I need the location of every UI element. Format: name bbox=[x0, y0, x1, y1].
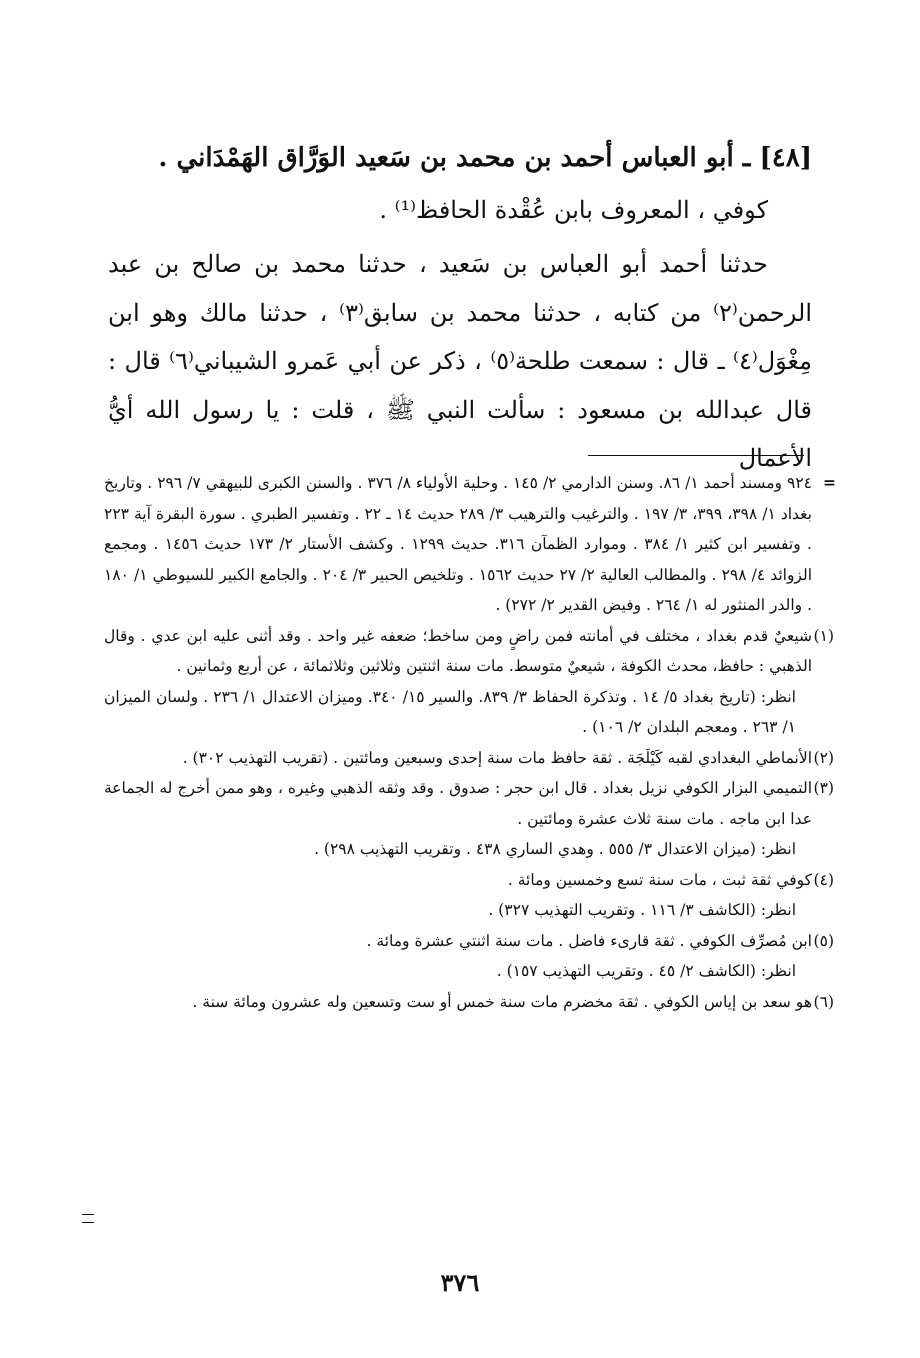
page-continues-marker bbox=[82, 1214, 94, 1223]
footnote-continued bbox=[104, 468, 836, 621]
footnote-reference: انظر: (الكاشف ٣/ ١١٦ . وتقريب التهذيب ٣٢٧) . bbox=[488, 901, 796, 919]
entry-subheading: كوفي ، المعروف بابن عُقْدة الحافظ⁽¹⁾ . bbox=[379, 196, 768, 224]
footnote-3 bbox=[104, 773, 834, 834]
hadith-paragraph: حدثنا أحمد أبو العباس بن سَعيد ، حدثنا محمد بن صالح بن عبد الرحمن⁽٢⁾ من كتابه ، حدثنا محمد بن سابق⁽٣⁾ ، حدثنا مالك وهو ابن مِغْوَل⁽٤⁾ ـ قال : سمعت طلحة⁽٥⁾ ، ذكر عن أبي عَمرو الشيباني⁽٦⁾ قال : قال عبدالله بن مسعود : سألت النبي ﷺ ، قلت : يا رسول الله أيُّ الأعمال bbox=[108, 250, 812, 472]
footnote-divider bbox=[588, 455, 804, 456]
main-text bbox=[108, 240, 812, 483]
page-number: ٣٧٦ bbox=[440, 1268, 480, 1297]
footnote-text: هو سعد بن إياس الكوفي . ثقة مخضرم مات سنة خمس أو ست وتسعين وله عشرون ومائة سنة . bbox=[192, 992, 812, 1011]
footnote-number: (٥) bbox=[813, 931, 834, 950]
footnote-text: شيعيٌ قدم بغداد ، مختلف في أمانته فمن راضٍ ومن ساخط؛ ضعفه غير واحد . وقد أثنى عليه ابن عدي . وقال الذهبي : حافظ، محدث الكوفة ، شيعيٌ متوسط. مات سنة اثنتين وثلاثين وثلاثمائة ، عن أربع وثمانين . bbox=[104, 626, 812, 675]
entry-heading: [٤٨] ـ أبو العباس أحمد بن محمد بن سَعيد الوَرَّاق الهَمْدَاني . bbox=[158, 143, 812, 173]
footnote-4 bbox=[104, 865, 834, 896]
footnote-number: (٤) bbox=[813, 870, 834, 889]
footnote-reference: انظر: (تاريخ بغداد ٥/ ١٤ . وتذكرة الحفاظ ٣/ ٨٣٩. والسير ١٥/ ٣٤٠. وميزان الاعتدال ١/ ٢٣٦ . ولسان الميزان ١/ ٢٦٣ . ومعجم البلدان ٢/ ١٠٦) . bbox=[104, 687, 796, 736]
footnote-6 bbox=[104, 987, 834, 1018]
footnote-2 bbox=[104, 743, 834, 774]
footnote-text: ٩٢٤ ومسند أحمد ١/ ٨٦. وسنن الدارمي ٢/ ١٤٥ . وحلية الأولياء ٨/ ٣٧٦ . والسنن الكبرى للبيهقي ٧/ ٢٩٦ . وتاريخ بغداد ١/ ٣٩٨، ٣٩٩، ٣/ ١٩٧ . والترغيب والترهيب ٣/ ٢٨٩ حديث ١٤ ـ ٢٢ . وتفسير الطبري . سورة البقرة آية ٢٢٣ . وتفسير ابن كثير ١/ ٣٨٤ . وموارد الظمآن ٣١٦. حديث ١٢٩٩ . وكشف الأستار ٢/ ١٧٣ حديث ١٤٥٦ . ومجمع الزوائد ٤/ ٢٩٨ . والمطالب العالية ٢/ ٢٧ حديث ١٥٦٢ . وتلخيص الحبير ٣/ ٢٠٤ . والجامع الكبير للسيوطي ١/ ١٨٠ . والدر المنثور له ١/ ٢٦٤ . وفيض القدير ٢/ ٢٧٢) . bbox=[104, 474, 813, 614]
footnotes bbox=[104, 468, 836, 1017]
footnote-text: التميمي البزار الكوفي نزيل بغداد . قال ابن حجر : صدوق . وقد وثقه الذهبي وغيره ، وهو ممن أخرج له الجماعة عدا ابن ماجه . مات سنة ثلاث عشرة ومائتين . bbox=[104, 779, 812, 828]
footnote-text: الأنماطي البغدادي لقبه كَيْلَجَة . ثقة حافظ مات سنة إحدى وسبعين ومائتين . (تقريب التهذيب ٣٠٢) . bbox=[182, 748, 812, 767]
footnote-number: (١) bbox=[813, 626, 834, 645]
footnote-number: (٦) bbox=[813, 992, 834, 1011]
footnote-5 bbox=[104, 926, 834, 957]
footnote-text: ابن مُصرِّف الكوفي . ثقة قارىء فاضل . مات سنة اثنتي عشرة ومائة . bbox=[366, 931, 812, 950]
footnote-reference: انظر: (الكاشف ٢/ ٤٥ . وتقريب التهذيب ١٥٧) . bbox=[496, 962, 796, 980]
footnote-1 bbox=[104, 621, 834, 682]
footnote-number: (٢) bbox=[813, 748, 834, 767]
continued-marker: = bbox=[823, 473, 836, 492]
footnote-text: كوفي ثقة ثبت ، مات سنة تسع وخمسين ومائة . bbox=[507, 870, 812, 889]
footnote-number: (٣) bbox=[813, 779, 834, 797]
footnote-reference: انظر: (ميزان الاعتدال ٣/ ٥٥٥ . وهدي الساري ٤٣٨ . وتقريب التهذيب ٢٩٨) . bbox=[314, 840, 796, 858]
